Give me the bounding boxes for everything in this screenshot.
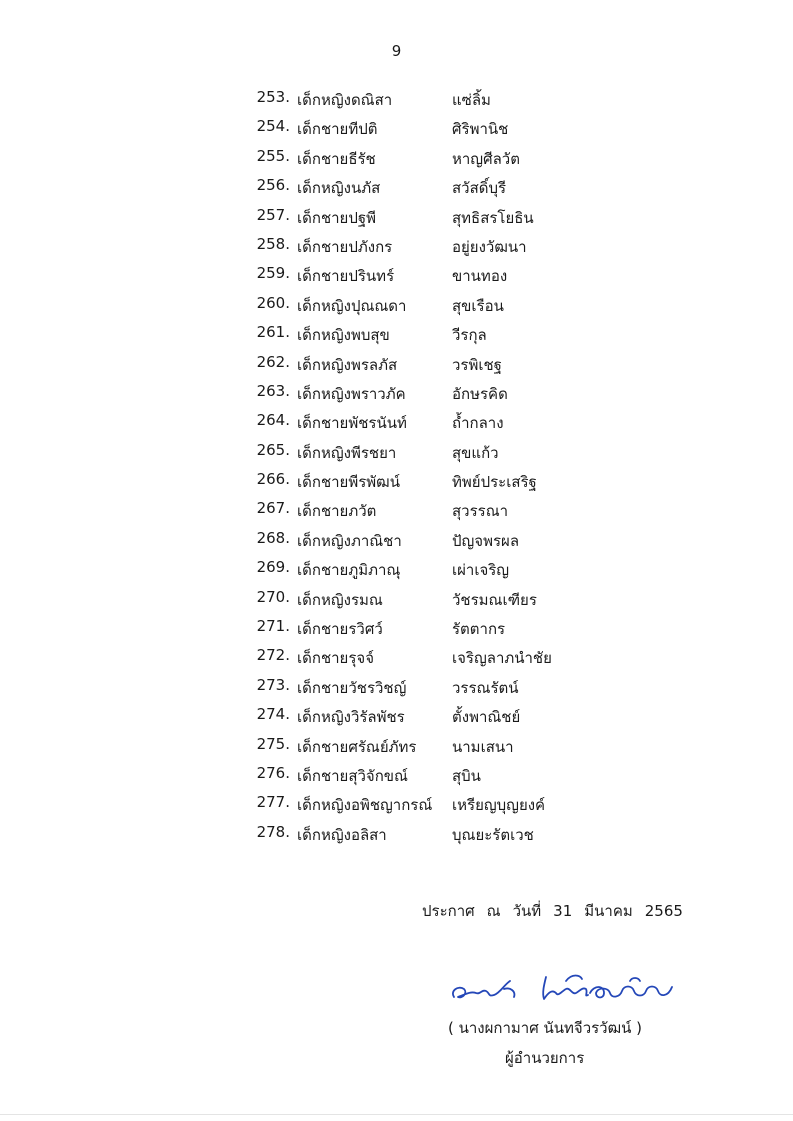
student-row — [0, 382, 793, 411]
announce-month: มีนาคม — [584, 902, 633, 920]
student-last-name: เผ่าเจริญ — [452, 561, 510, 580]
student-number: 272. — [256, 646, 290, 665]
announce-prefix: ประกาศ — [422, 902, 475, 920]
student-last-name: ปัญจพรผล — [452, 531, 520, 550]
student-first-name: เด็กชายศรัณย์ภัทร — [297, 737, 417, 756]
student-last-name: อักษรคิด — [452, 384, 508, 403]
student-last-name: รัตตากร — [452, 620, 506, 639]
signature-image — [448, 967, 678, 1012]
student-row — [0, 793, 793, 822]
student-number: 258. — [256, 234, 290, 253]
student-last-name: นามเสนา — [452, 737, 514, 756]
student-last-name: สุวรรณา — [452, 502, 509, 521]
student-row — [0, 117, 793, 146]
student-first-name: เด็กชายปภังกร — [297, 237, 393, 256]
student-first-name: เด็กชายรุจจ์ — [297, 649, 374, 668]
student-row — [0, 147, 793, 176]
student-first-name: เด็กชายภวัต — [297, 502, 377, 521]
student-row — [0, 235, 793, 264]
student-last-name: ถ้ำกลาง — [452, 414, 504, 433]
student-number: 273. — [256, 675, 290, 694]
student-number: 264. — [256, 411, 290, 430]
student-row — [0, 588, 793, 617]
announce-day-label: วันที่ — [512, 902, 542, 920]
student-first-name: เด็กหญิงอพิชญากรณ์ — [297, 796, 433, 815]
student-number: 275. — [256, 734, 290, 753]
student-number: 255. — [256, 146, 290, 165]
student-last-name: เหรียญบุญยงค์ — [452, 796, 546, 815]
student-row — [0, 705, 793, 734]
student-row — [0, 499, 793, 528]
student-first-name: เด็กหญิงพีรชยา — [297, 443, 397, 462]
student-number: 262. — [256, 352, 290, 371]
student-first-name: เด็กหญิงพบสุข — [297, 326, 390, 345]
student-last-name: วรพิเชฐ — [452, 355, 502, 374]
student-first-name: เด็กชายพัชรนันท์ — [297, 414, 407, 433]
student-row — [0, 323, 793, 352]
student-row — [0, 617, 793, 646]
student-first-name: เด็กหญิงปุณณดา — [297, 296, 407, 315]
student-row — [0, 529, 793, 558]
student-first-name: เด็กชายรวิศว์ — [297, 620, 383, 639]
student-first-name: เด็กหญิงนภัส — [297, 179, 381, 198]
student-last-name: เจริญลาภนำชัย — [452, 649, 552, 668]
student-row — [0, 558, 793, 587]
signer-name: ( นางผกามาศ นันทจีวรวัฒน์ ) — [448, 1019, 643, 1037]
student-last-name: สุทธิสรโยธิน — [452, 208, 534, 227]
student-first-name: เด็กหญิงภาณิชา — [297, 531, 402, 550]
student-number: 256. — [256, 176, 290, 195]
student-number: 270. — [256, 587, 290, 606]
signer-position: ผู้อำนวยการ — [505, 1049, 585, 1067]
student-first-name: เด็กชายทีปติ — [297, 120, 378, 139]
student-last-name: ตั้งพาณิชย์ — [452, 708, 521, 727]
student-first-name: เด็กชายปฐพี — [297, 208, 377, 227]
student-first-name: เด็กชายวัชรวิชญ์ — [297, 678, 407, 697]
student-first-name: เด็กหญิงวิรัลพัชร — [297, 708, 405, 727]
student-list — [0, 88, 793, 852]
student-last-name: สุขเรือน — [452, 296, 504, 315]
page-bottom-rule — [0, 1114, 793, 1115]
student-number: 263. — [256, 381, 290, 400]
student-row — [0, 264, 793, 293]
student-row — [0, 823, 793, 852]
student-row — [0, 411, 793, 440]
announce-day: 31 — [553, 902, 573, 920]
student-first-name: เด็กหญิงพรลภัส — [297, 355, 398, 374]
student-first-name: เด็กหญิงดณิสา — [297, 91, 393, 109]
announce-at: ณ — [486, 902, 501, 920]
student-row — [0, 353, 793, 382]
student-row — [0, 676, 793, 705]
student-last-name: แซ่ลิ้ม — [452, 91, 491, 109]
page-number: 9 — [391, 42, 402, 60]
student-first-name: เด็กชายปรินทร์ — [297, 267, 395, 286]
student-last-name: วรรณรัตน์ — [452, 678, 519, 697]
student-last-name: สุขแก้ว — [452, 443, 499, 462]
student-number: 259. — [256, 264, 290, 283]
student-number: 260. — [256, 293, 290, 312]
student-first-name: เด็กหญิงรมณ — [297, 590, 383, 609]
student-number: 277. — [256, 793, 290, 812]
student-row — [0, 176, 793, 205]
student-number: 278. — [256, 822, 290, 841]
student-row — [0, 646, 793, 675]
announce-year: 2565 — [644, 902, 683, 920]
student-number: 271. — [256, 617, 290, 636]
student-last-name: ทิพย์ประเสริฐ — [452, 473, 537, 492]
student-number: 276. — [256, 763, 290, 782]
student-number: 261. — [256, 323, 290, 342]
announcement-date — [422, 899, 683, 923]
student-number: 253. — [256, 88, 290, 106]
student-number: 274. — [256, 705, 290, 724]
student-row — [0, 764, 793, 793]
student-first-name: เด็กชายภูมิภาณุ — [297, 561, 401, 580]
student-number: 268. — [256, 528, 290, 547]
student-number: 257. — [256, 205, 290, 224]
student-last-name: สุบิน — [452, 766, 481, 785]
student-first-name: เด็กหญิงพราวภัค — [297, 384, 406, 403]
student-row — [0, 206, 793, 235]
student-first-name: เด็กชายสุวิจักขณ์ — [297, 766, 408, 785]
student-number: 265. — [256, 440, 290, 459]
student-last-name: วัชรมณเฑียร — [452, 590, 537, 609]
student-last-name: วีรกุล — [452, 326, 487, 345]
student-last-name: หาญศีลวัต — [452, 149, 520, 168]
student-last-name: ขานทอง — [452, 267, 508, 286]
student-last-name: อยู่ยงวัฒนา — [452, 237, 527, 256]
student-first-name: เด็กหญิงอลิสา — [297, 825, 387, 844]
student-row — [0, 441, 793, 470]
student-last-name: บุณยะรัตเวช — [452, 825, 534, 844]
student-number: 266. — [256, 470, 290, 489]
student-first-name: เด็กชายพีรพัฒน์ — [297, 473, 400, 492]
student-row — [0, 88, 793, 117]
student-last-name: ศิริพานิช — [452, 120, 509, 139]
student-row — [0, 735, 793, 764]
student-first-name: เด็กชายธีรัช — [297, 149, 376, 168]
student-row — [0, 470, 793, 499]
student-number: 254. — [256, 117, 290, 136]
student-row — [0, 294, 793, 323]
student-last-name: สวัสดิ์บุรี — [452, 179, 507, 198]
student-number: 269. — [256, 558, 290, 577]
student-number: 267. — [256, 499, 290, 518]
